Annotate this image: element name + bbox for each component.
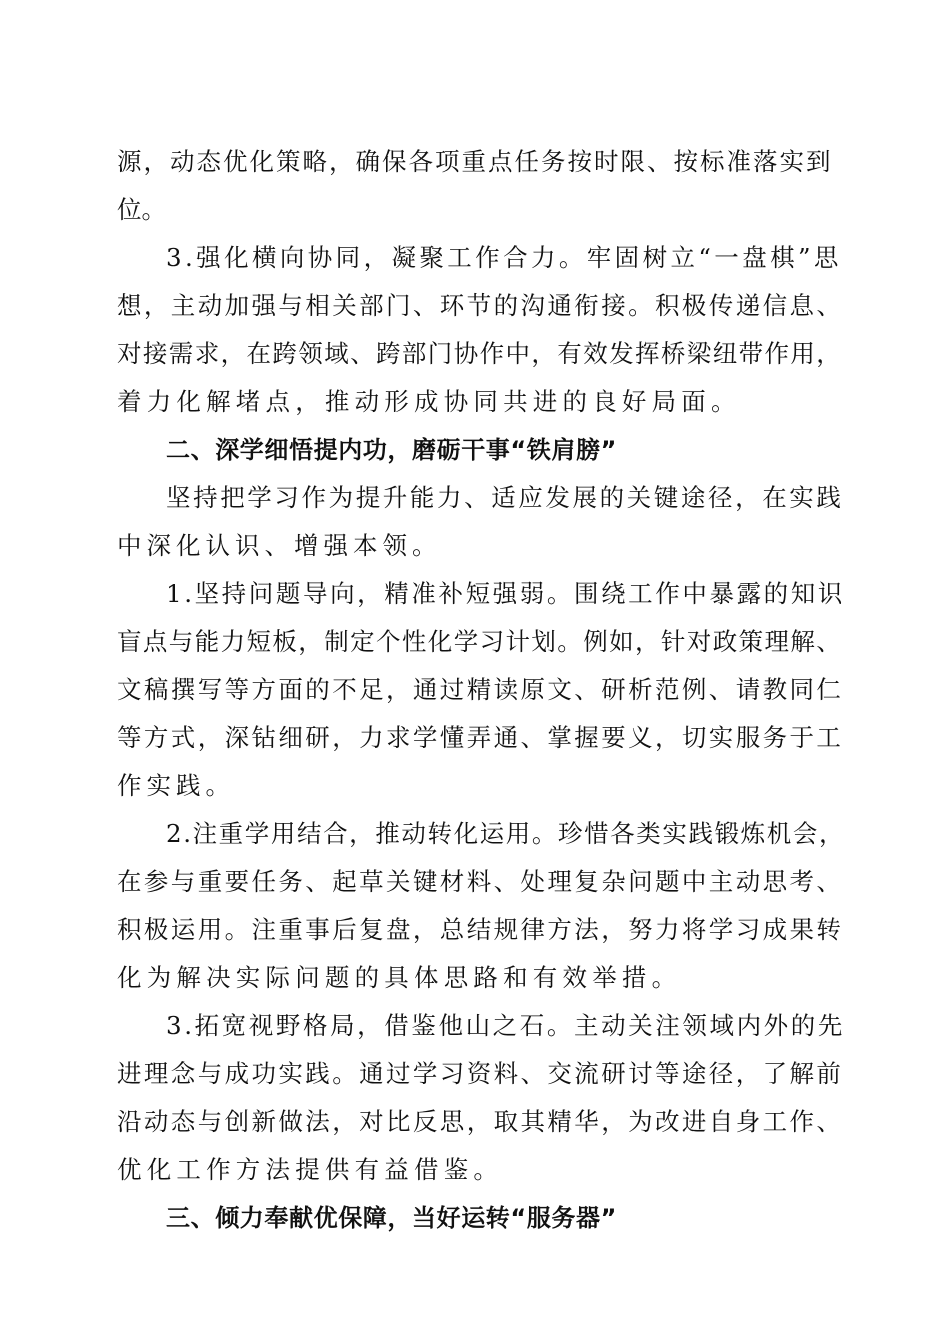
text-line: 对接需求，在跨领域、跨部门协作中，有效发挥桥梁纽带作用，: [117, 339, 843, 368]
text-line: 优化工作方法提供有益借鉴。: [117, 1155, 504, 1184]
text-line: 3.拓宽视野格局，借鉴他山之石。主动关注领域内外的先: [166, 1011, 845, 1040]
heading-line: 三、倾力奉献优保障，当好运转“服务器”: [166, 1204, 617, 1232]
text-line: 想，主动加强与相关部门、环节的沟通衔接。积极传递信息、: [117, 291, 844, 320]
text-line: 化为解决实际问题的具体思路和有效举措。: [117, 963, 682, 992]
text-line: 文稿撰写等方面的不足，通过精读原文、研析范例、请教同仁: [117, 675, 844, 704]
text-line: 进理念与成功实践。通过学习资料、交流研讨等途径，了解前: [117, 1059, 844, 1088]
text-line: 积极运用。注重事后复盘，总结规律方法，努力将学习成果转: [117, 915, 844, 944]
text-line: 沿动态与创新做法，对比反思，取其精华，为改进自身工作、: [117, 1107, 844, 1136]
text-line: 源，动态优化策略，确保各项重点任务按时限、按标准落实到: [117, 147, 833, 176]
text-line: 着力化解堵点，推动形成协同共进的良好局面。: [117, 387, 741, 416]
text-line: 坚持把学习作为提升能力、适应发展的关键途径，在实践: [166, 483, 844, 512]
text-line: 作实践。: [117, 771, 235, 800]
heading-line: 二、深学细悟提内功，磨砺干事“铁肩膀”: [166, 436, 617, 464]
text-line: 1.坚持问题导向，精准补短强弱。围绕工作中暴露的知识: [166, 579, 845, 608]
text-line: 等方式，深钻细研，力求学懂弄通、掌握要义，切实服务于工: [117, 723, 844, 752]
text-line: 位。: [117, 195, 166, 224]
text-line: 在参与重要任务、起草关键材料、处理复杂问题中主动思考、: [117, 867, 844, 896]
text-line: 盲点与能力短板，制定个性化学习计划。例如，针对政策理解、: [117, 627, 843, 656]
text-line: 中深化认识、增强本领。: [117, 531, 442, 560]
text-line: 2.注重学用结合，推动转化运用。珍惜各类实践锻炼机会，: [166, 819, 846, 848]
text-line: 3.强化横向协同，凝聚工作合力。牢固树立“一盘棋”思: [166, 243, 842, 272]
